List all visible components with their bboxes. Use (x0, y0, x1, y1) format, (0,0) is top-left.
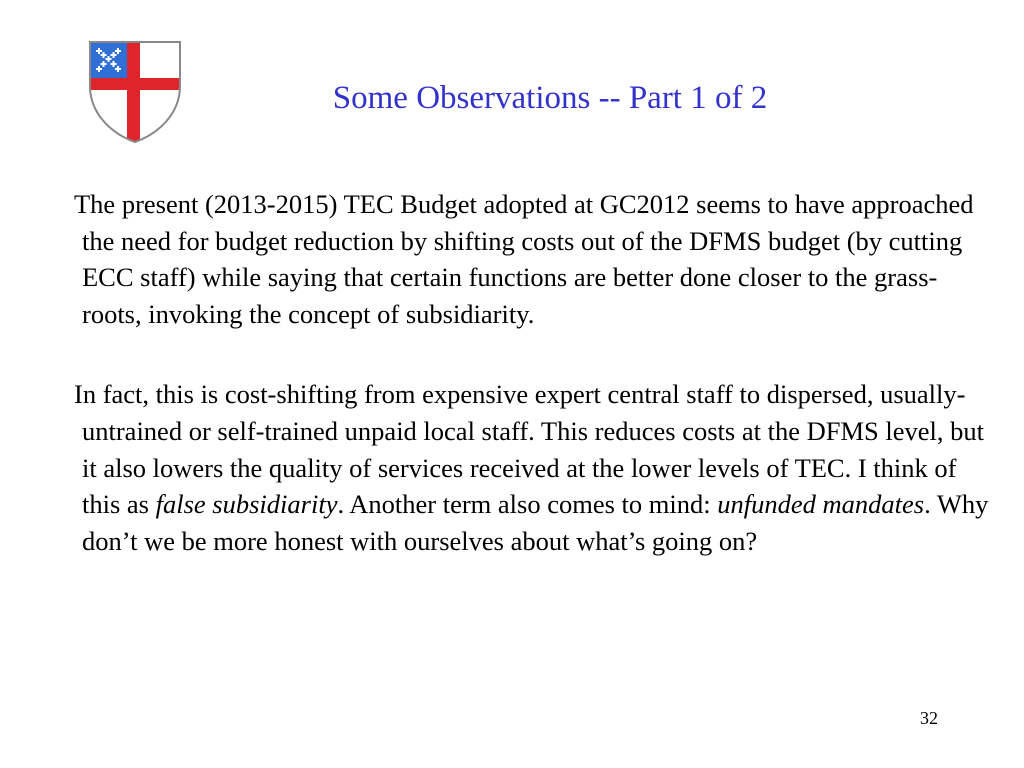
paragraph-2-text-b: . Another term also comes to mind: (337, 489, 718, 520)
paragraph-1: The present (2013-2015) TEC Budget adopted at GC2012 seems to have approached the need for budget reduction by shifting costs out of the DFMS budget (by cutting ECC staff) while saying that certain functions are better done closer to the grass-roots, invoking the concept of subsidiarity. (74, 189, 974, 329)
paragraph-2 (74, 376, 992, 559)
paragraph-2-text-c: . Why don’t we be more honest with ourselves about what’s going on? (82, 489, 989, 556)
unfunded-mandates-emphasis: unfunded mandates (717, 489, 925, 520)
false-subsidiarity-emphasis: false subsidiarity (155, 489, 338, 520)
slide-body (74, 186, 992, 559)
paragraph-2-text-a: In fact, this is cost-shifting from expensive expert central staff to dispersed, usually-untrained or self-trained unpaid local staff. This reduces costs at the DFMS level, but it also lowers the quality of services received at the lower levels of TEC. I think of this as (74, 379, 985, 520)
slide-title: Some Observations -- Part 1 of 2 (332, 80, 768, 116)
page-number: 32 (920, 708, 938, 728)
